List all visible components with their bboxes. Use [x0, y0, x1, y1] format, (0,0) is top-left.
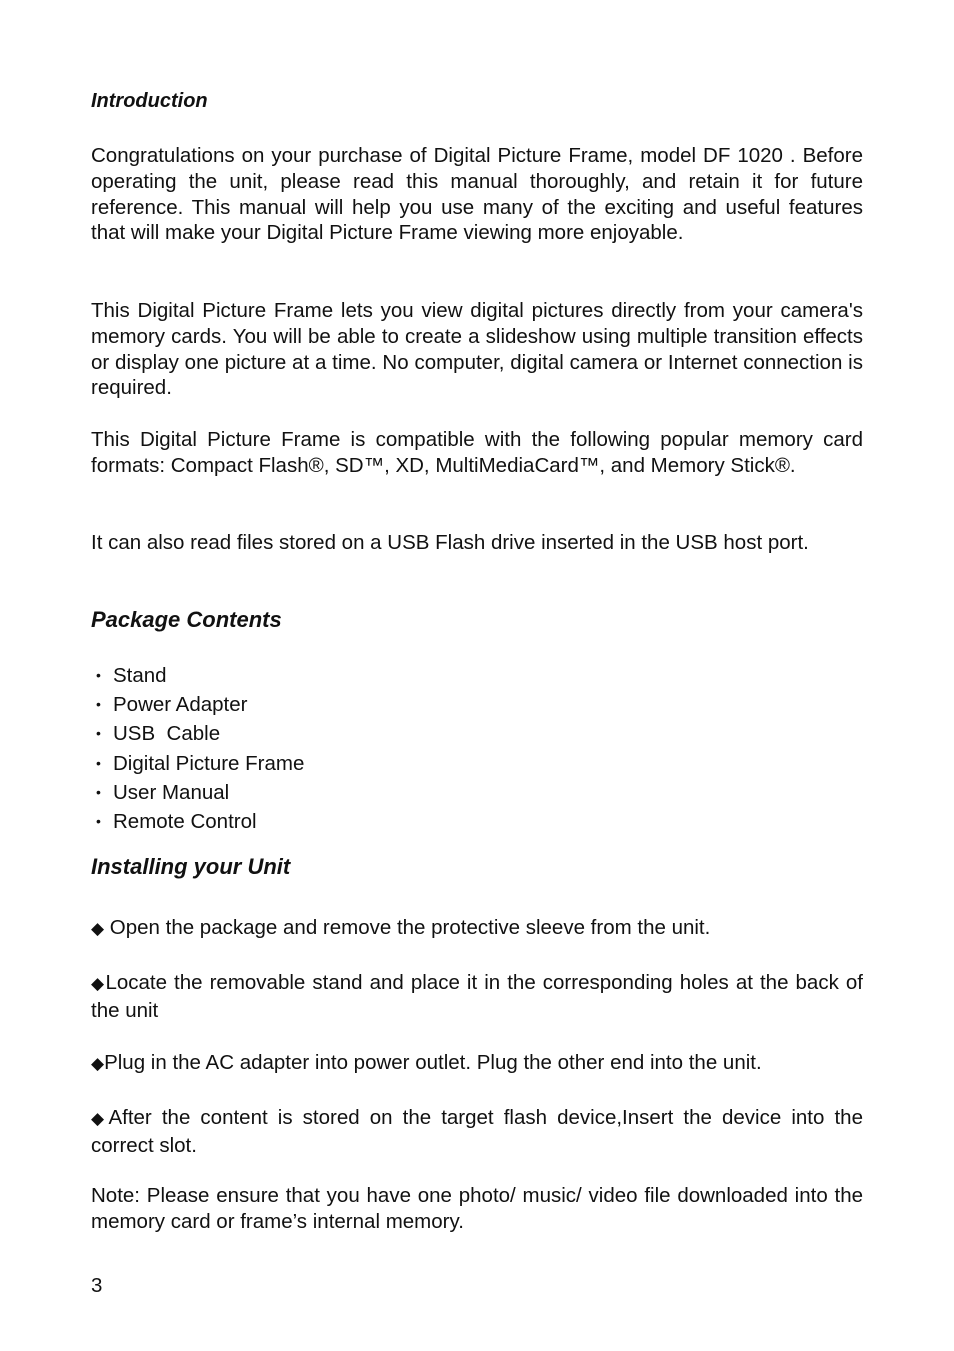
list-item — [96, 749, 304, 778]
list-item — [96, 778, 304, 807]
bullet-icon: • — [96, 754, 101, 771]
diamond-bullet-icon: ◆ — [91, 974, 106, 993]
package-contents-list — [96, 661, 304, 836]
list-item-label: Digital Picture Frame — [113, 751, 305, 775]
install-step-1 — [91, 914, 863, 942]
diamond-bullet-icon: ◆ — [91, 1109, 109, 1128]
page-number: 3 — [91, 1274, 103, 1297]
diamond-bullet-icon: ◆ — [91, 919, 105, 938]
list-item-label: User Manual — [113, 780, 230, 804]
step-text: Open the package and remove the protective sleeve from the unit. — [104, 916, 711, 939]
installing-unit-heading: Installing your Unit — [91, 854, 291, 879]
install-note: Note: Please ensure that you have one photo/ music/ video file downloaded into the memory card or frame’s internal memory. — [91, 1184, 863, 1233]
install-step-4 — [91, 1104, 863, 1159]
list-item — [96, 807, 304, 836]
list-item — [96, 719, 304, 748]
intro-paragraph-4: It can also read files stored on a USB Flash drive inserted in the USB host port. — [91, 531, 809, 554]
step-text: Locate the removable stand and place it in the corresponding holes at the back of the unit — [91, 971, 863, 1022]
bullet-icon: • — [96, 667, 101, 683]
list-item — [96, 661, 304, 690]
bullet-icon: • — [96, 783, 101, 800]
list-item-label: Remote Control — [113, 809, 257, 833]
list-item-label: Power Adapter — [113, 693, 248, 717]
list-item-label: USB Cable — [113, 722, 221, 746]
install-step-3 — [91, 1049, 863, 1077]
step-text: After the content is stored on the target flash device,Insert the device into the correct slot. — [91, 1106, 863, 1157]
intro-paragraph-3: This Digital Picture Frame is compatible with the following popular memory card formats: Compact Flash®, SD™, XD, MultiMediaCard™, and Memory Stick®. — [91, 428, 863, 477]
install-step-2 — [91, 969, 863, 1024]
intro-paragraph-2: This Digital Picture Frame lets you view digital pictures directly from your camera's memory cards. You will be able to create a slideshow using multiple transition effects or display one picture at a time. No computer, digital camera or Internet connection is required. — [91, 299, 863, 400]
intro-paragraph-1: Congratulations on your purchase of Digital Picture Frame, model DF 1020 . Before operating the unit, please read this manual thoroughly, and retain it for future reference. This manual will help you use many of the exciting and useful features that will make your Digital Picture Frame viewing more enjoyable. — [91, 144, 863, 245]
bullet-icon: • — [96, 812, 101, 829]
list-item — [96, 690, 304, 719]
package-contents-heading: Package Contents — [91, 607, 282, 632]
bullet-icon: • — [96, 696, 101, 713]
step-text: Plug in the AC adapter into power outlet. Plug the other end into the unit. — [104, 1051, 762, 1074]
introduction-heading: Introduction — [91, 90, 208, 112]
list-item-label: Stand — [113, 664, 167, 687]
diamond-bullet-icon: ◆ — [91, 1054, 105, 1073]
bullet-icon: • — [96, 725, 101, 742]
